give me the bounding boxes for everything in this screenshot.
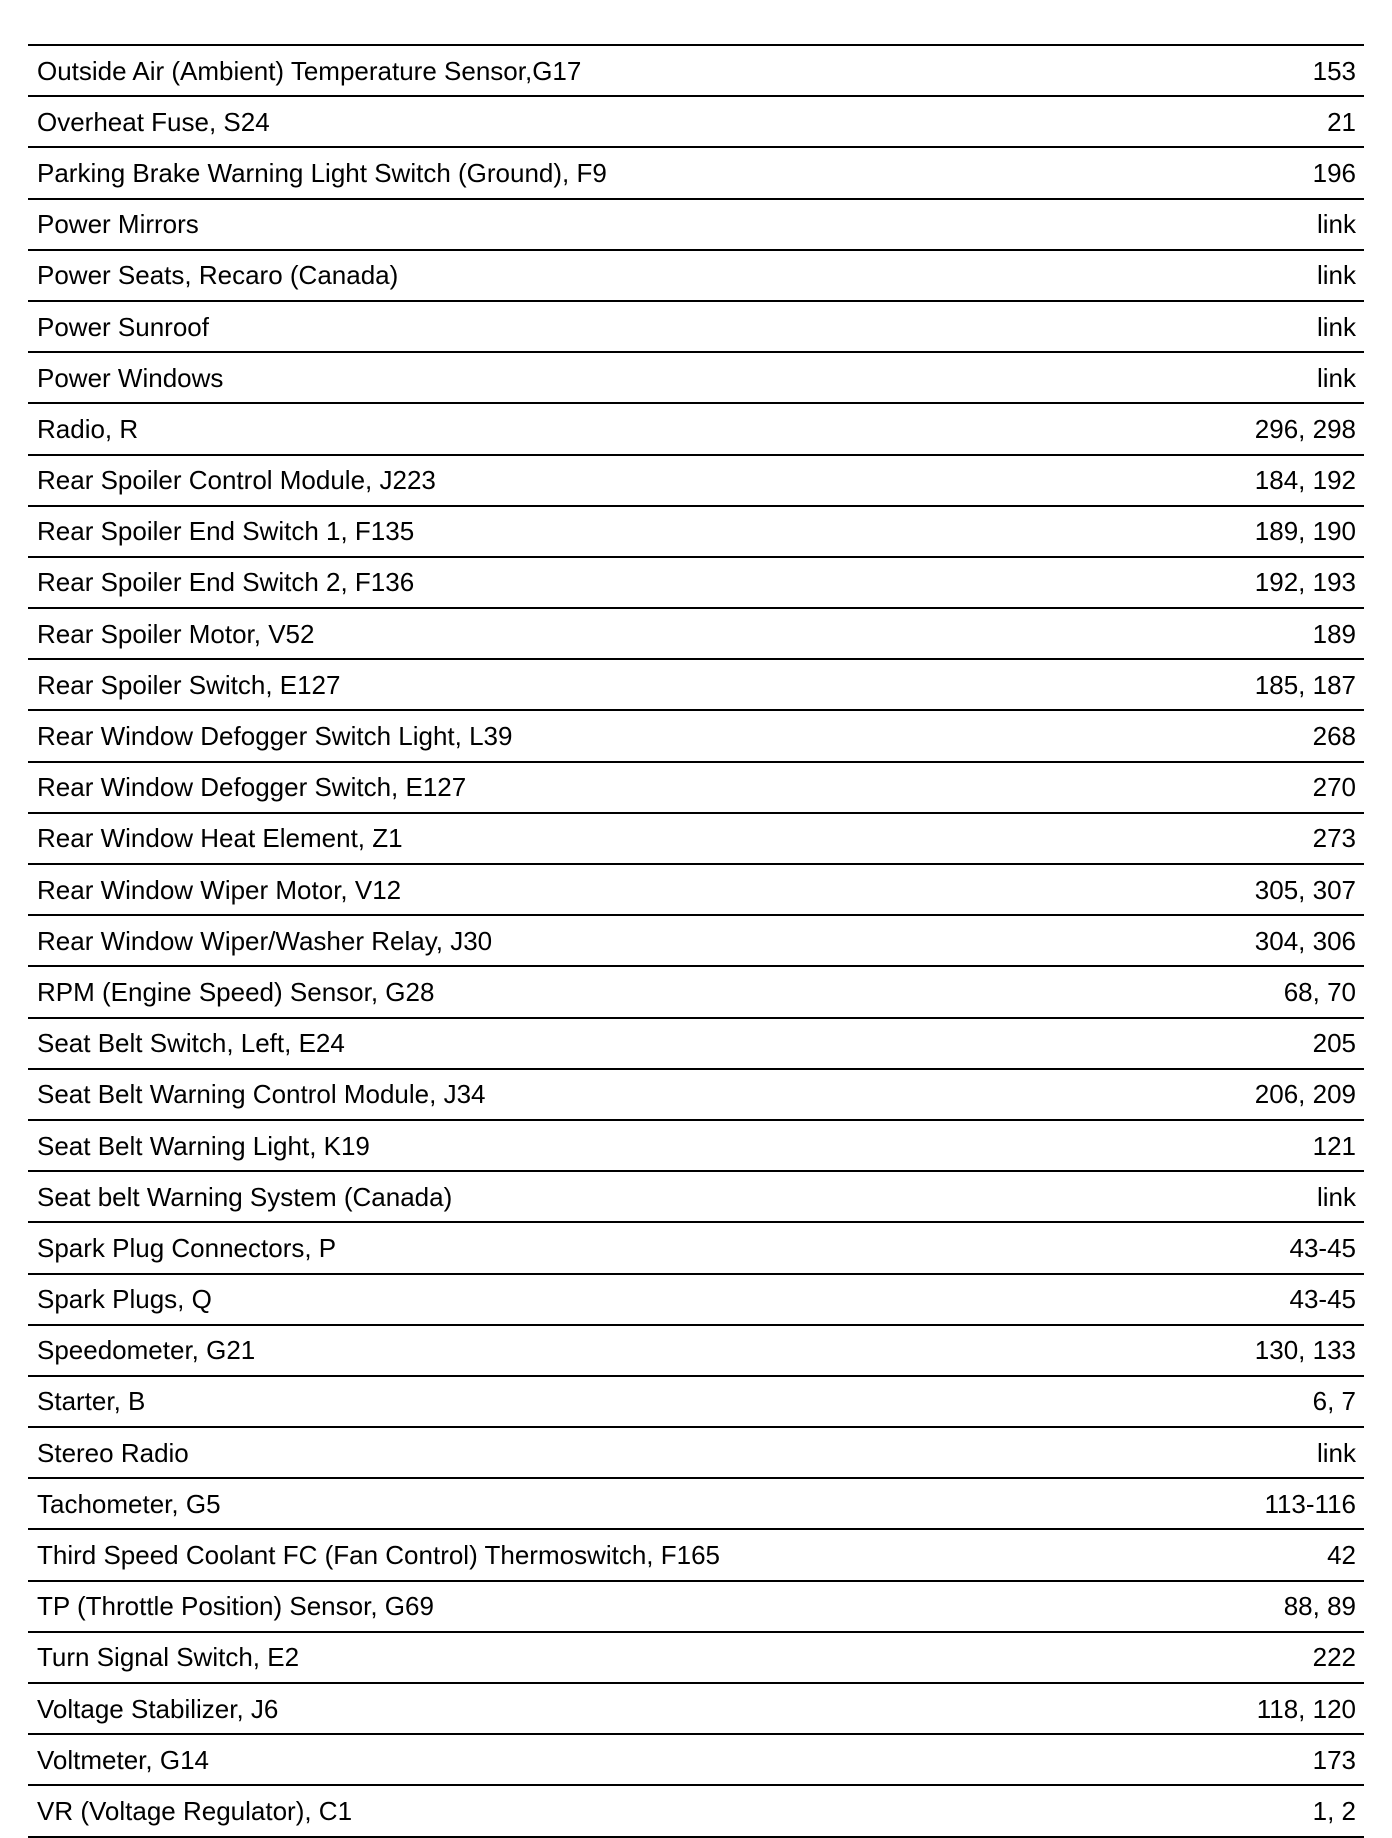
page-reference-link[interactable]: link <box>1316 1181 1356 1212</box>
component-name: Turn Signal Switch, E2 <box>37 1642 300 1673</box>
component-name: Power Mirrors <box>37 209 199 240</box>
page-reference: 189 <box>1312 618 1356 649</box>
page-reference-link[interactable]: link <box>1316 209 1356 240</box>
component-name: Seat Belt Switch, Left, E24 <box>37 1028 345 1059</box>
component-name: Voltage Stabilizer, J6 <box>37 1693 279 1724</box>
index-row <box>28 1121 1364 1172</box>
page-reference: 192, 193 <box>1254 567 1356 598</box>
index-row <box>28 1684 1364 1735</box>
page-reference: 273 <box>1312 823 1356 854</box>
index-row <box>28 97 1364 148</box>
index-row <box>28 251 1364 302</box>
page-reference: 43-45 <box>1289 1284 1356 1315</box>
index-row <box>28 1530 1364 1581</box>
page-reference: 130, 133 <box>1254 1335 1356 1366</box>
component-name: Power Windows <box>37 362 224 393</box>
index-row <box>28 1735 1364 1786</box>
page-reference-link[interactable]: link <box>1316 1437 1356 1468</box>
component-name: Power Seats, Recaro (Canada) <box>37 260 399 291</box>
page-reference: 153 <box>1312 55 1356 86</box>
component-name: Tachometer, G5 <box>37 1488 221 1519</box>
component-name: VR (Voltage Regulator), C1 <box>37 1795 353 1826</box>
component-index-table <box>28 44 1364 1838</box>
index-row <box>28 814 1364 865</box>
index-row <box>28 148 1364 199</box>
index-row <box>28 660 1364 711</box>
page-reference: 43-45 <box>1289 1232 1356 1263</box>
component-name: Seat belt Warning System (Canada) <box>37 1181 453 1212</box>
index-row <box>28 353 1364 404</box>
component-name: Stereo Radio <box>37 1437 189 1468</box>
page-reference: 88, 89 <box>1283 1591 1356 1622</box>
page-reference: 1, 2 <box>1312 1795 1356 1826</box>
component-name: Power Sunroof <box>37 311 209 342</box>
index-row <box>28 1377 1364 1428</box>
index-row <box>28 609 1364 660</box>
component-name: Rear Window Heat Element, Z1 <box>37 823 403 854</box>
page-reference: 270 <box>1312 772 1356 803</box>
component-name: Overheat Fuse, S24 <box>37 106 270 137</box>
page-reference: 222 <box>1312 1642 1356 1673</box>
page-reference: 173 <box>1312 1744 1356 1775</box>
page-reference: 304, 306 <box>1254 925 1356 956</box>
page-reference-link[interactable]: link <box>1316 260 1356 291</box>
index-row <box>28 711 1364 762</box>
index-row <box>28 1479 1364 1530</box>
index-row <box>28 1223 1364 1274</box>
component-name: Rear Spoiler Control Module, J223 <box>37 465 436 496</box>
component-name: Rear Spoiler Motor, V52 <box>37 618 315 649</box>
index-row <box>28 1326 1364 1377</box>
index-row <box>28 1633 1364 1684</box>
index-row <box>28 200 1364 251</box>
page-reference-link[interactable]: link <box>1316 311 1356 342</box>
component-name: Rear Spoiler End Switch 2, F136 <box>37 567 415 598</box>
component-name: Speedometer, G21 <box>37 1335 256 1366</box>
component-name: Parking Brake Warning Light Switch (Ground), F9 <box>37 157 607 188</box>
index-row <box>28 1172 1364 1223</box>
component-name: Spark Plugs, Q <box>37 1284 212 1315</box>
component-name: Rear Spoiler Switch, E127 <box>37 669 341 700</box>
page-reference: 121 <box>1312 1130 1356 1161</box>
component-name: Radio, R <box>37 413 139 444</box>
component-name: Spark Plug Connectors, P <box>37 1232 337 1263</box>
index-row <box>28 967 1364 1018</box>
index-row <box>28 1275 1364 1326</box>
page-reference: 21 <box>1327 106 1356 137</box>
page-reference: 42 <box>1327 1540 1356 1571</box>
page-reference: 118, 120 <box>1256 1693 1356 1724</box>
index-row <box>28 916 1364 967</box>
component-name: Rear Window Defogger Switch Light, L39 <box>37 721 513 752</box>
index-row <box>28 1070 1364 1121</box>
component-name: Rear Window Defogger Switch, E127 <box>37 772 467 803</box>
component-name: Outside Air (Ambient) Temperature Sensor,G17 <box>37 55 582 86</box>
component-name: Third Speed Coolant FC (Fan Control) Thermoswitch, F165 <box>37 1540 721 1571</box>
component-name: TP (Throttle Position) Sensor, G69 <box>37 1591 434 1622</box>
page-reference: 113-116 <box>1264 1488 1356 1519</box>
index-row <box>28 558 1364 609</box>
component-name: Rear Window Wiper Motor, V12 <box>37 874 402 905</box>
component-name: Starter, B <box>37 1386 146 1417</box>
index-row <box>28 1019 1364 1070</box>
component-name: Seat Belt Warning Control Module, J34 <box>37 1079 486 1110</box>
index-row <box>28 1582 1364 1633</box>
index-row <box>28 763 1364 814</box>
page-reference: 205 <box>1312 1028 1356 1059</box>
page-reference: 305, 307 <box>1254 874 1356 905</box>
component-name: Seat Belt Warning Light, K19 <box>37 1130 370 1161</box>
index-row <box>28 507 1364 558</box>
index-row <box>28 456 1364 507</box>
page-reference: 206, 209 <box>1254 1079 1356 1110</box>
index-row <box>28 404 1364 455</box>
page-reference: 196 <box>1312 157 1356 188</box>
page-reference: 296, 298 <box>1254 413 1356 444</box>
index-row <box>28 865 1364 916</box>
page-reference-link[interactable]: link <box>1316 362 1356 393</box>
component-name: RPM (Engine Speed) Sensor, G28 <box>37 976 435 1007</box>
page-reference: 6, 7 <box>1312 1386 1356 1417</box>
page-reference: 184, 192 <box>1254 465 1356 496</box>
index-row <box>28 1428 1364 1479</box>
page-reference: 268 <box>1312 721 1356 752</box>
index-row <box>28 302 1364 353</box>
component-name: Rear Window Wiper/Washer Relay, J30 <box>37 925 493 956</box>
component-name: Rear Spoiler End Switch 1, F135 <box>37 516 415 547</box>
index-row <box>28 1786 1364 1837</box>
page-reference: 185, 187 <box>1254 669 1356 700</box>
page-reference: 68, 70 <box>1283 976 1356 1007</box>
page-reference: 189, 190 <box>1254 516 1356 547</box>
index-row <box>28 46 1364 97</box>
component-name: Voltmeter, G14 <box>37 1744 209 1775</box>
